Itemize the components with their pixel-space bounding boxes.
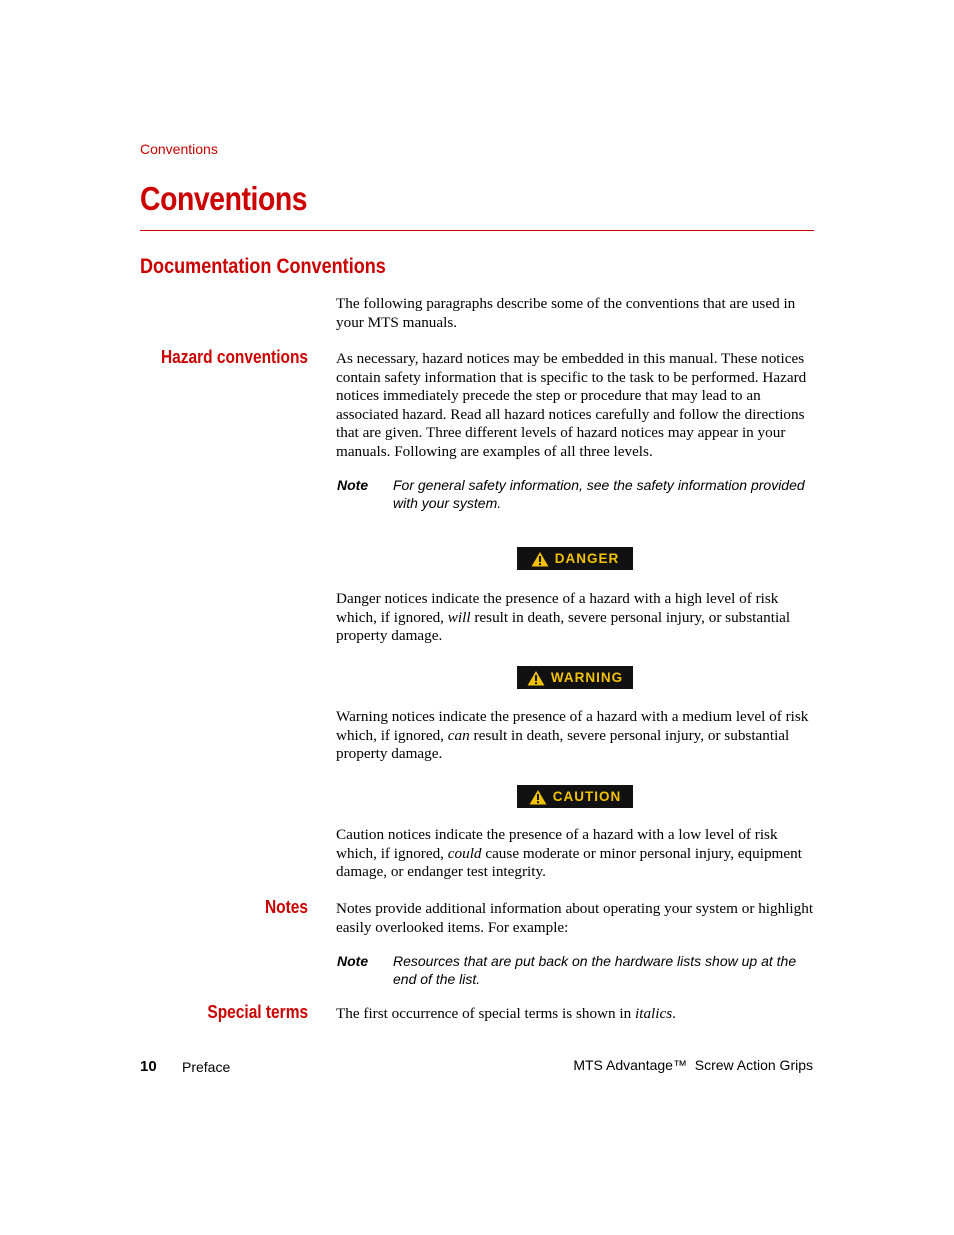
- intro-paragraph: The following paragraphs describe some of the conventions that are used in your MTS manuals.: [336, 295, 796, 331]
- special-terms-paragraph: [336, 1005, 814, 1024]
- note-label: Note: [337, 477, 369, 493]
- warning-label: WARNING: [550, 670, 624, 685]
- danger-badge: [517, 547, 633, 570]
- danger-emphasis: will: [447, 608, 471, 626]
- chapter-title: Conventions: [140, 180, 308, 217]
- danger-text-before: Danger notices indicate the presence of a hazard with a high level of risk which, if ignored,: [336, 590, 779, 626]
- caution-text-before: Caution notices indicate the presence of a hazard with a low level of risk which, if ignored,: [336, 826, 778, 862]
- caution-paragraph: [336, 826, 814, 882]
- caution-text-after: cause moderate or minor personal injury, equipment damage, or endanger test integrity.: [336, 844, 802, 880]
- page-number: 10: [140, 1058, 157, 1075]
- danger-label: DANGER: [554, 551, 620, 566]
- notes-paragraph: Notes provide additional information about operating your system or highlight easily overlooked items. For example:: [336, 900, 814, 936]
- warning-text-before: Warning notices indicate the presence of a hazard with a medium level of risk which, if ignored,: [336, 708, 809, 744]
- special-terms-heading: Special terms: [207, 1002, 308, 1022]
- running-head: Conventions: [140, 141, 218, 157]
- warning-triangle-icon: [527, 670, 545, 686]
- note-text: Resources that are put back on the hardware lists show up at the end of the list.: [393, 953, 797, 987]
- notes-heading: Notes: [264, 897, 308, 917]
- danger-text-after: result in death, severe personal injury, or substantial property damage.: [336, 608, 791, 644]
- title-rule: [140, 230, 814, 231]
- warning-text-after: result in death, severe personal injury, or substantial property damage.: [336, 726, 790, 762]
- warning-triangle-icon: [531, 551, 549, 567]
- caution-label: CAUTION: [552, 789, 622, 804]
- hazard-conventions-heading: Hazard conventions: [160, 347, 308, 367]
- warning-paragraph: [336, 708, 814, 764]
- special-terms-text-before: The first occurrence of special terms is shown in: [336, 1005, 636, 1022]
- special-terms-emphasis: italics: [635, 1005, 673, 1022]
- warning-triangle-icon: [529, 789, 547, 805]
- special-terms-text-after: .: [672, 1005, 676, 1022]
- danger-paragraph: [336, 590, 814, 646]
- footer-section: Preface: [182, 1059, 231, 1075]
- caution-badge: [517, 785, 633, 808]
- note-text: For general safety information, see the safety information provided with your system.: [393, 477, 805, 511]
- hazard-paragraph: As necessary, hazard notices may be embedded in this manual. These notices contain safety information that is specific to the task to be performed. Hazard notices immediately precede the step or procedure that may lead to an associated hazard. Read all hazard notices carefully and follow the directions that are given. Three different levels of hazard notices may appear in your manuals. Following are examples of all three levels.: [336, 350, 807, 460]
- warning-emphasis: can: [447, 726, 470, 744]
- caution-emphasis: could: [447, 844, 482, 862]
- section-title: Documentation Conventions: [140, 255, 386, 278]
- footer-doc-title: MTS Advantage™ Screw Action Grips: [573, 1057, 813, 1073]
- note-label: Note: [337, 953, 369, 969]
- warning-badge: [517, 666, 633, 689]
